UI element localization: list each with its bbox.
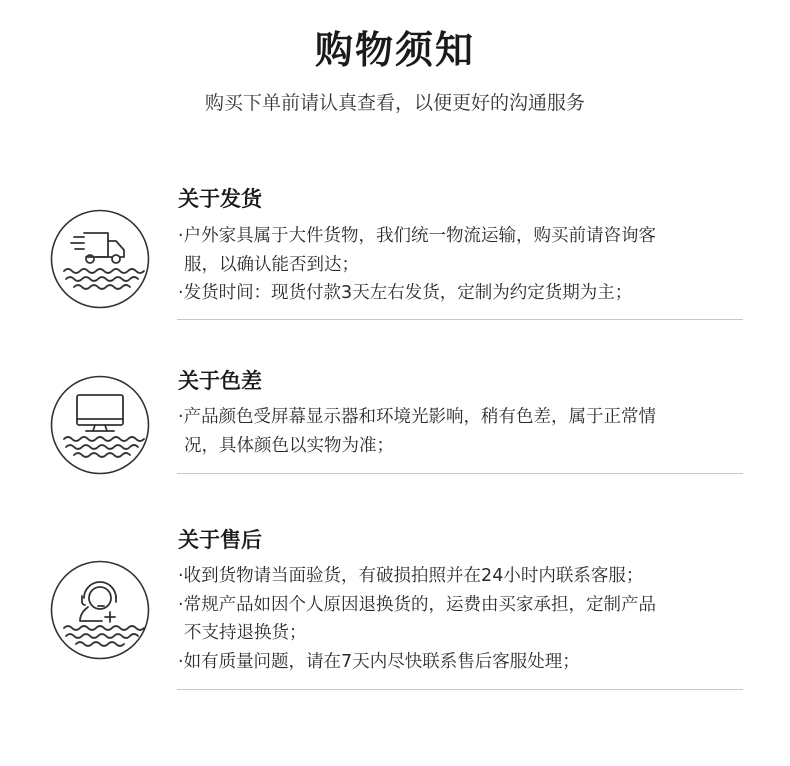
section-body (178, 562, 744, 676)
body-line: ·产品颜色受屏幕显示器和环境光影响，稍有色差，属于正常情 (178, 407, 657, 427)
section-divider (177, 689, 743, 690)
section-title: 关于色差 (178, 369, 262, 393)
monitor-icon (50, 375, 150, 475)
body-line: ·收到货物请当面验货，有破损拍照并在24小时内联系客服； (178, 566, 644, 586)
section-divider (177, 319, 743, 320)
delivery-truck-icon (50, 209, 150, 309)
body-line: ·发货时间：现货付款3天左右发货，定制为约定货期为主； (178, 283, 633, 303)
section-title: 关于售后 (178, 528, 262, 552)
section-body (178, 403, 744, 460)
body-line: 不支持退换货； (184, 623, 307, 643)
page-title: 购物须知 (314, 28, 475, 72)
section-body (178, 222, 744, 308)
body-line: 服，以确认能否到达； (184, 254, 359, 275)
section-title: 关于发货 (178, 187, 262, 211)
section-divider (177, 473, 743, 474)
body-line: ·户外家具属于大件货物，我们统一物流运输，购买前请咨询客 (178, 226, 657, 246)
customer-service-icon (50, 560, 150, 660)
body-line: ·如有质量问题，请在7天内尽快联系售后客服处理； (178, 651, 580, 672)
body-line: ·常规产品如因个人原因退换货的，运费由买家承担，定制产品 (178, 594, 657, 615)
body-line: 况，具体颜色以实物为准； (184, 435, 394, 456)
page-subtitle: 购买下单前请认真查看，以便更好的沟通服务 (204, 92, 585, 114)
